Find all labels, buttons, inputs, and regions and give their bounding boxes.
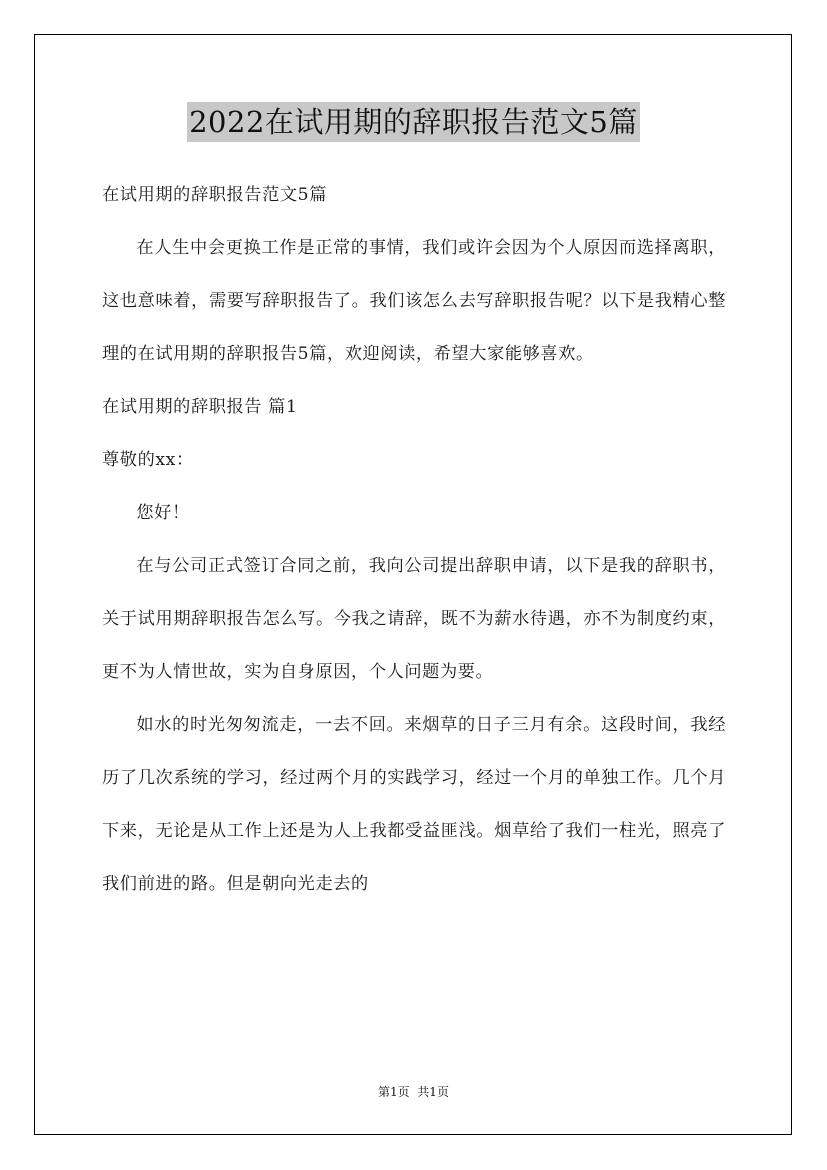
paragraph-body-2: 如水的时光匆匆流走，一去不回。来烟草的日子三月有余。这段时间，我经历了几次系统的学习，经过两个月的实践学习，经过一个月的单独工作。几个月下来，无论是从工作上还是为人上我都受益匪浅。烟草给了我们一柱光，照亮了我们前进的路。但是朝向光走去的 <box>102 715 726 894</box>
paragraph-intro: 在人生中会更换工作是正常的事情，我们或许会因为个人原因而选择离职，这也意味着，需要写辞职报告了。我们该怎么去写辞职报告呢？以下是我精心整理的在试用期的辞职报告5篇，欢迎阅读，希望大家能够喜欢。 <box>102 238 726 364</box>
title-container <box>0 102 827 142</box>
page-number-label: 第1页 共1页 <box>378 1085 449 1099</box>
document-title: 2022在试用期的辞职报告范文5篇 <box>187 102 640 142</box>
paragraph-greeting: 您好！ <box>136 503 190 523</box>
paragraph-body-1: 在与公司正式签订合同之前，我向公司提出辞职申请，以下是我的辞职书，关于试用期辞职报告怎么写。今我之请辞，既不为薪水待遇，亦不为制度约束，更不为人情世故，实为自身原因，个人问题为要。 <box>102 556 726 682</box>
paragraph-section-heading: 在试用期的辞职报告 篇1 <box>102 397 298 417</box>
paragraph-subtitle: 在试用期的辞职报告范文5篇 <box>102 185 327 205</box>
paragraph-salutation: 尊敬的xx： <box>102 450 194 470</box>
document-body <box>102 169 726 911</box>
page-footer <box>0 1084 827 1100</box>
